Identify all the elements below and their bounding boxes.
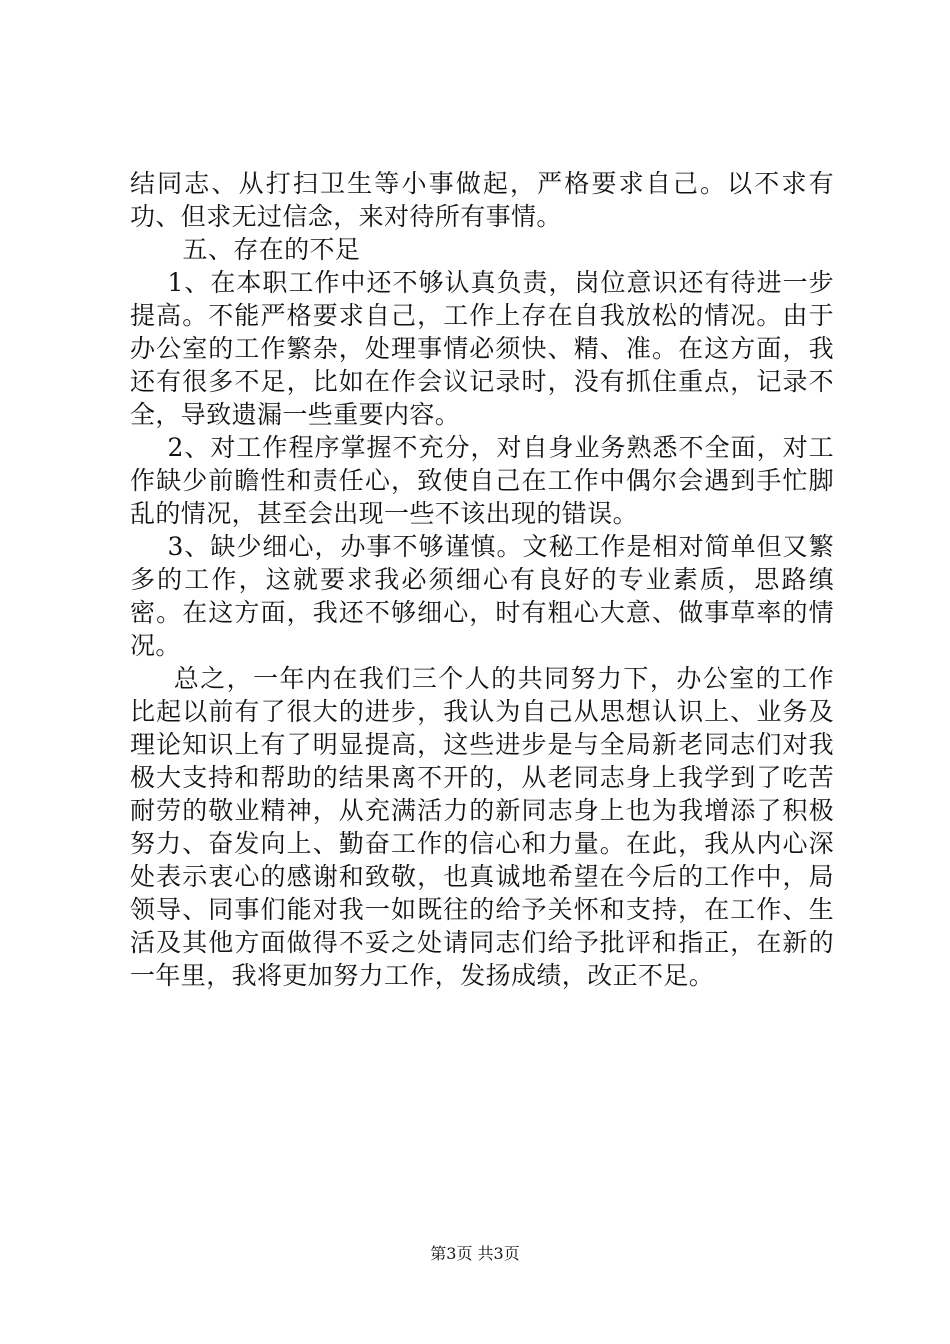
document-body [130,167,834,992]
paragraph-point-2: 2、对工作程序掌握不充分，对自身业务熟悉不全面，对工作缺少前瞻性和责任心，致使自己在工作中偶尔会遇到手忙脚乱的情况，甚至会出现一些不该出现的错误。 [130,433,834,528]
page-footer: 第3页 共3页 [430,1244,520,1263]
section-heading-shortcomings: 五、存在的不足 [182,235,361,264]
paragraph-continuation: 结同志、从打扫卫生等小事做起，严格要求自己。以不求有功、但求无过信念，来对待所有事情。 [130,169,834,231]
paragraph-point-3: 3、缺少细心，办事不够谨慎。文秘工作是相对简单但又繁多的工作，这就要求我必须细心有良好的专业素质，思路缜密。在这方面，我还不够细心，时有粗心大意、做事草率的情况。 [130,532,834,660]
paragraph-summary: 总之，一年内在我们三个人的共同努力下，办公室的工作比起以前有了很大的进步，我认为自己从思想认识上、业务及理论知识上有了明显提高，这些进步是与全局新老同志们对我极大支持和帮助的结果离不开的，从老同志身上我学到了吃苦耐劳的敬业精神，从充满活力的新同志身上也为我增添了积极努力、奋发向上、勤奋工作的信心和力量。在此，我从内心深处表示衷心的感谢和致敬，也真诚地希望在今后的工作中，局领导、同事们能对我一如既往的给予关怀和支持，在工作、生活及其他方面做得不妥之处请同志们给予批评和指正，在新的一年里，我将更加努力工作，发扬成绩，改正不足。 [130,664,834,990]
paragraph-point-1: 1、在本职工作中还不够认真负责，岗位意识还有待进一步提高。不能严格要求自己，工作上存在自我放松的情况。由于办公室的工作繁杂，处理事情必须快、精、准。在这方面，我还有很多不足，比如在作会议记录时，没有抓住重点，记录不全，导致遗漏一些重要内容。 [130,268,834,429]
